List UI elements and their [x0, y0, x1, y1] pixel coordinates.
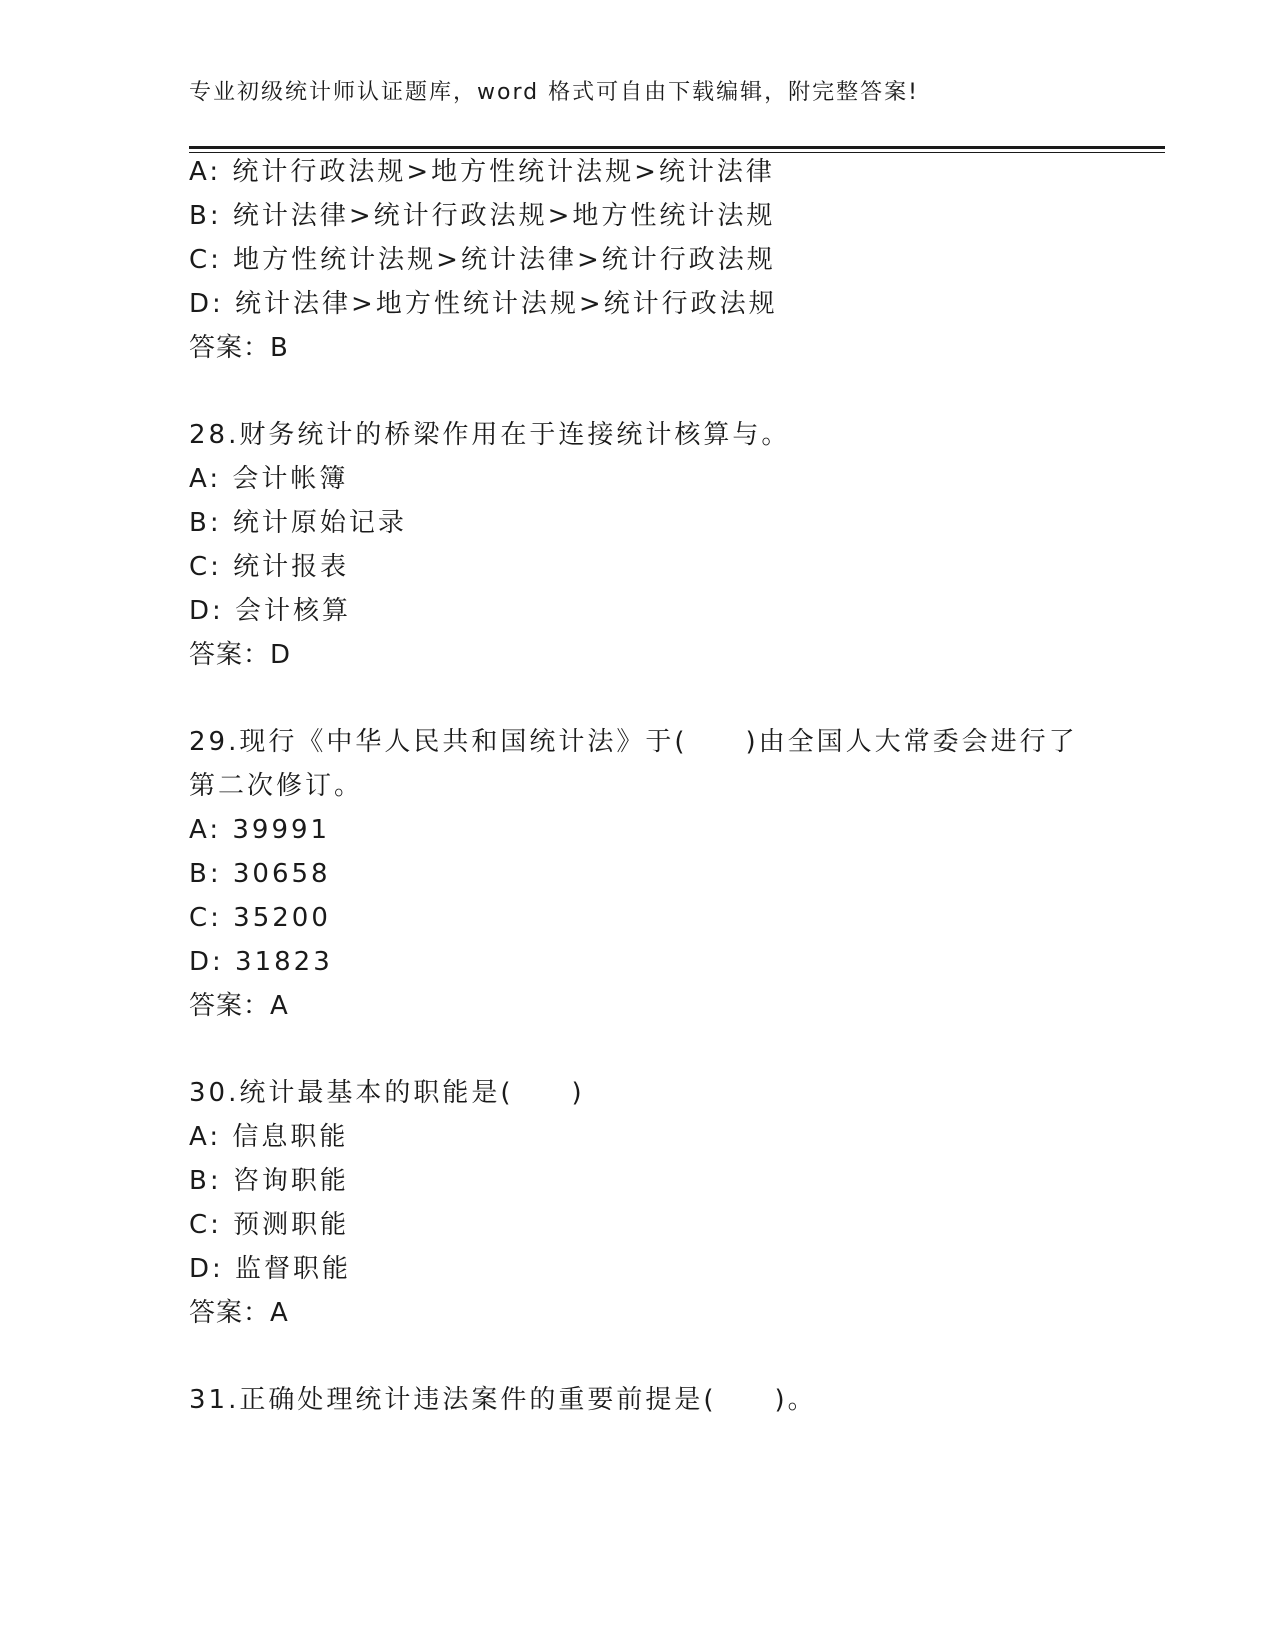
q30-question: 30.统计最基本的职能是( ): [189, 1078, 585, 1108]
q30-option-d: D: 监督职能: [189, 1254, 352, 1284]
q27-answer: 答案：B: [189, 333, 289, 363]
header-rule-thin: [189, 152, 1165, 153]
q27-option-b: B: 统计法律>统计行政法规>地方性统计法规: [189, 201, 776, 231]
q29-question-line2: 第二次修订。: [189, 771, 364, 801]
q27-option-d: D: 统计法律>地方性统计法规>统计行政法规: [189, 289, 778, 319]
q28-answer: 答案：D: [189, 640, 292, 670]
q28-option-b: B: 统计原始记录: [189, 508, 407, 538]
q30-option-a: A: 信息职能: [189, 1122, 349, 1152]
q30-option-b: B: 咨询职能: [189, 1166, 349, 1196]
header-rule-thick: [189, 146, 1165, 149]
q28-option-a: A: 会计帐簿: [189, 464, 349, 494]
q29-option-b: B: 30658: [189, 859, 331, 889]
q29-answer: 答案：A: [189, 991, 289, 1021]
q30-answer: 答案：A: [189, 1298, 289, 1328]
q27-option-c: C: 地方性统计法规>统计法律>统计行政法规: [189, 245, 776, 275]
q28-question: 28.财务统计的桥梁作用在于连接统计核算与。: [189, 420, 791, 450]
q29-option-a: A: 39991: [189, 815, 331, 845]
q28-option-c: C: 统计报表: [189, 552, 350, 582]
page-header-title: 专业初级统计师认证题库，word 格式可自由下载编辑，附完整答案!: [189, 80, 919, 105]
q31-question: 31.正确处理统计违法案件的重要前提是( )。: [189, 1385, 817, 1415]
q29-question-line1: 29.现行《中华人民共和国统计法》于( )由全国人大常委会进行了: [189, 727, 1078, 757]
q29-option-c: C: 35200: [189, 903, 331, 933]
q27-option-a: A: 统计行政法规>地方性统计法规>统计法律: [189, 157, 775, 187]
q28-option-d: D: 会计核算: [189, 596, 352, 626]
q29-option-d: D: 31823: [189, 947, 333, 977]
q30-option-c: C: 预测职能: [189, 1210, 350, 1240]
